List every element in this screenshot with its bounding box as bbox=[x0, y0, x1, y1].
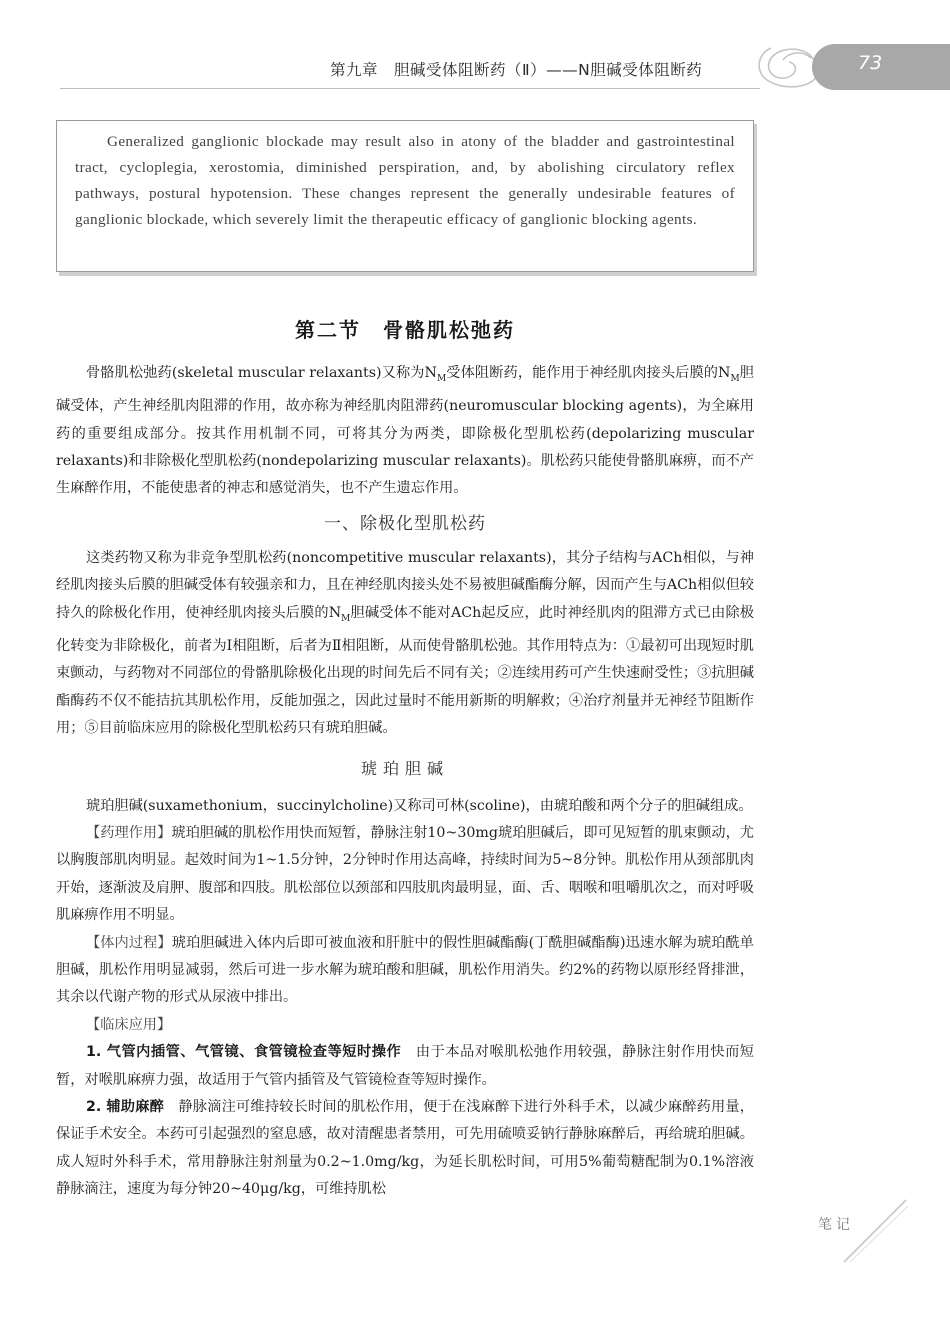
intro-text-3: 胆碱受体，产生神经肌肉阻滞的作用，故亦称为神经肌肉阻滞药(neuromuscular blocking agents)，为全麻用药的重要组成部分。按其作用机制不同，可将其分为两类，即除极化型肌松药(depolarizing muscular relaxants)和非除极化型肌松药(nondepolarizing muscular relaxants)。肌松药只能使骨骼肌麻痹，而不产生麻醉作用，不能使患者的神志和感觉消失，也不产生遗忘作用。 bbox=[56, 365, 754, 497]
pharmacokinetics-tag: 【体内过程】 bbox=[86, 934, 172, 951]
running-header: 第九章 胆碱受体阻断药（Ⅱ）——N胆碱受体阻断药 bbox=[330, 61, 703, 79]
clinical-use-tag: 【临床应用】 bbox=[86, 1016, 172, 1033]
intro-subscript-1: M bbox=[436, 373, 447, 384]
clinical-use-2-lead: 2. 辅助麻醉 bbox=[86, 1099, 164, 1115]
main-content bbox=[56, 360, 754, 1204]
subsection-title: 一、除极化型肌松药 bbox=[324, 513, 486, 534]
pharmacology-text: 琥珀胆碱的肌松作用快而短暂，静脉注射10~30mg琥珀胆碱后，即可见短暂的肌束颤动，尤以胸腹部肌肉明显。起效时间为1~1.5分钟，2分钟时作用达高峰，持续时间为5~8分钟。肌松作用从颈部肌肉开始，逐渐波及肩胛、腹部和四肢。肌松部位以颈部和四肢肌肉最明显，面、舌、咽喉和咀嚼肌次之，而对呼吸肌麻痹作用不明显。 bbox=[56, 824, 754, 924]
depolarizing-text-2: 胆碱受体不能对ACh起反应，此时神经肌肉的阻滞方式已由除极化转变为非除极化，前者为Ⅰ相阻断，后者为Ⅱ相阻断，从而使骨骼肌松弛。其作用特点为：①最初可出现短时肌束颤动，与药物对不同部位的骨骼肌除极化出现的时间先后不同有关；②连续用药可产生快速耐受性；③抗胆碱酯酶药不仅不能拮抗其肌松作用，反能加强之，因此过量时不能用新斯的明解救；④治疗剂量并无神经节阻断作用；⑤目前临床应用的除极化型肌松药只有琥珀胆碱。 bbox=[56, 604, 754, 737]
clinical-use-2 bbox=[56, 1094, 754, 1204]
header-rule bbox=[60, 88, 760, 89]
english-summary-text: Generalized ganglionic blockade may result also in atony of the bladder and gastrointestinal tract, cycloplegia, xerostomia, diminished perspiration, and, by abolishing circulatory reflex pathways, postural hypotension. These changes represent the generally undesirable features of ganglionic blockade, which severely limit the therapeutic efficacy of ganglionic blocking agents. bbox=[75, 133, 735, 228]
intro-text-2: 受体阻断药，能作用于神经肌肉接头后膜的N bbox=[446, 365, 731, 381]
margin-notes-label: 笔记 bbox=[818, 1217, 854, 1233]
drug-title: 琥珀胆碱 bbox=[360, 758, 449, 778]
intro-text-1: 骨骼肌松弛药(skeletal muscular relaxants)又称为N bbox=[86, 365, 437, 381]
drug-intro-paragraph: 琥珀胆碱(suxamethonium，succinylcholine)又称司可林(scoline)，由琥珀酸和两个分子的胆碱组成。 bbox=[86, 797, 753, 814]
clinical-use-1-text: 由于本品对喉肌松弛作用较强，静脉注射作用快而短暂，对喉肌麻痹力强，故适用于气管内插管及气管镜检查等短时操作。 bbox=[56, 1044, 754, 1088]
clinical-use-2-text: 静脉滴注可维持较长时间的肌松作用，便于在浅麻醉下进行外科手术，以减少麻醉药用量，保证手术安全。本药可引起强烈的窒息感，故对清醒患者禁用，可先用硫喷妥钠行静脉麻醉后，再给琥珀胆碱。成人短时外科手术，常用静脉注射剂量为0.2~1.0mg/kg，为延长肌松时间，可用5%葡萄糖配制为0.1%溶液静脉滴注，速度为每分钟20~40μg/kg，可维持肌松 bbox=[56, 1099, 754, 1198]
english-summary-box bbox=[56, 120, 754, 272]
page-number: 73 bbox=[858, 52, 883, 74]
pen-stroke-icon bbox=[840, 1196, 910, 1266]
pharmacology-paragraph bbox=[56, 820, 754, 930]
pharmacology-tag: 【药理作用】 bbox=[86, 824, 172, 841]
pharmacokinetics-paragraph bbox=[56, 930, 754, 1012]
depolarizing-text-1: 这类药物又称为非竞争型肌松药(noncompetitive muscular relaxants)，其分子结构与ACh相似，与神经肌肉接头后膜的胆碱受体有较强亲和力，且在神经肌肉接头处不易被胆碱酯酶分解，因而产生与ACh相似但较持久的除极化作用，使神经肌肉接头后膜的N bbox=[56, 549, 754, 621]
section-title: 第二节 骨骼肌松弛药 bbox=[295, 318, 515, 342]
depolarizing-subscript: M bbox=[341, 613, 351, 624]
pharmacokinetics-text: 琥珀胆碱进入体内后即可被血液和肝脏中的假性胆碱酯酶(丁酰胆碱酯酶)迅速水解为琥珀酰单胆碱，肌松作用明显减弱，然后可进一步水解为琥珀酸和胆碱，肌松作用消失。约2%的药物以原形经肾排泄，其余以代谢产物的形式从尿液中排出。 bbox=[56, 934, 754, 1006]
depolarizing-paragraph bbox=[56, 545, 754, 743]
intro-paragraph bbox=[56, 360, 754, 503]
clinical-use-heading bbox=[56, 1012, 754, 1039]
intro-subscript-2: M bbox=[730, 373, 740, 384]
clinical-use-1 bbox=[56, 1039, 754, 1094]
clinical-use-1-lead: 1. 气管内插管、气管镜、食管镜检查等短时操作 bbox=[86, 1044, 402, 1061]
